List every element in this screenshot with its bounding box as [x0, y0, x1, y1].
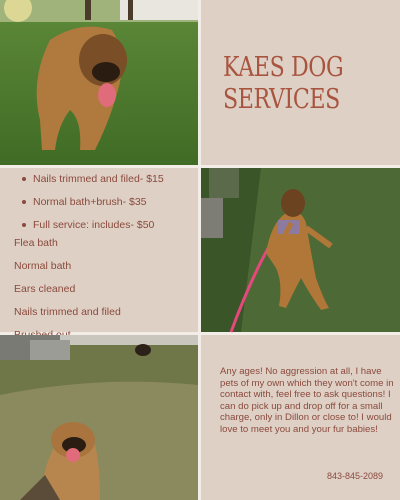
dog-photo-leash-image [201, 168, 400, 332]
full-service-item: Flea bath [14, 237, 58, 249]
info-text: Any ages! No aggression at all, I have pets of my own which they won't come in contact with, feel free to ask questions! I can do pick up and drop off for a small charge, only in Dillon or close to! I would love to meet you and your fur babies! [220, 366, 394, 435]
dog-photo-yard-image [0, 335, 198, 500]
pricing-item: Normal bath+brush- $35 [14, 191, 164, 214]
dog-photo-grass [0, 0, 198, 165]
full-service-item: Normal bath [14, 260, 72, 272]
phone-number: 843-845-2089 [326, 471, 383, 481]
title-panel [201, 0, 400, 165]
full-service-item: Nails trimmed and filed [14, 306, 121, 318]
services-panel [0, 168, 198, 332]
page-title [223, 52, 362, 116]
pricing-list [14, 168, 164, 237]
full-service-item: Ears cleaned [14, 283, 76, 295]
info-panel [201, 335, 400, 500]
title-line-1: KAES DOG [223, 52, 344, 83]
dog-photo-leash [201, 168, 400, 332]
pricing-item: Full service: includes- $50 [14, 214, 164, 237]
full-service-list [14, 232, 121, 347]
dog-photo-grass-image [0, 0, 198, 165]
title-line-2: SERVICES [223, 84, 340, 115]
dog-photo-yard [0, 335, 198, 500]
pricing-item: Nails trimmed and filed- $15 [14, 168, 164, 191]
